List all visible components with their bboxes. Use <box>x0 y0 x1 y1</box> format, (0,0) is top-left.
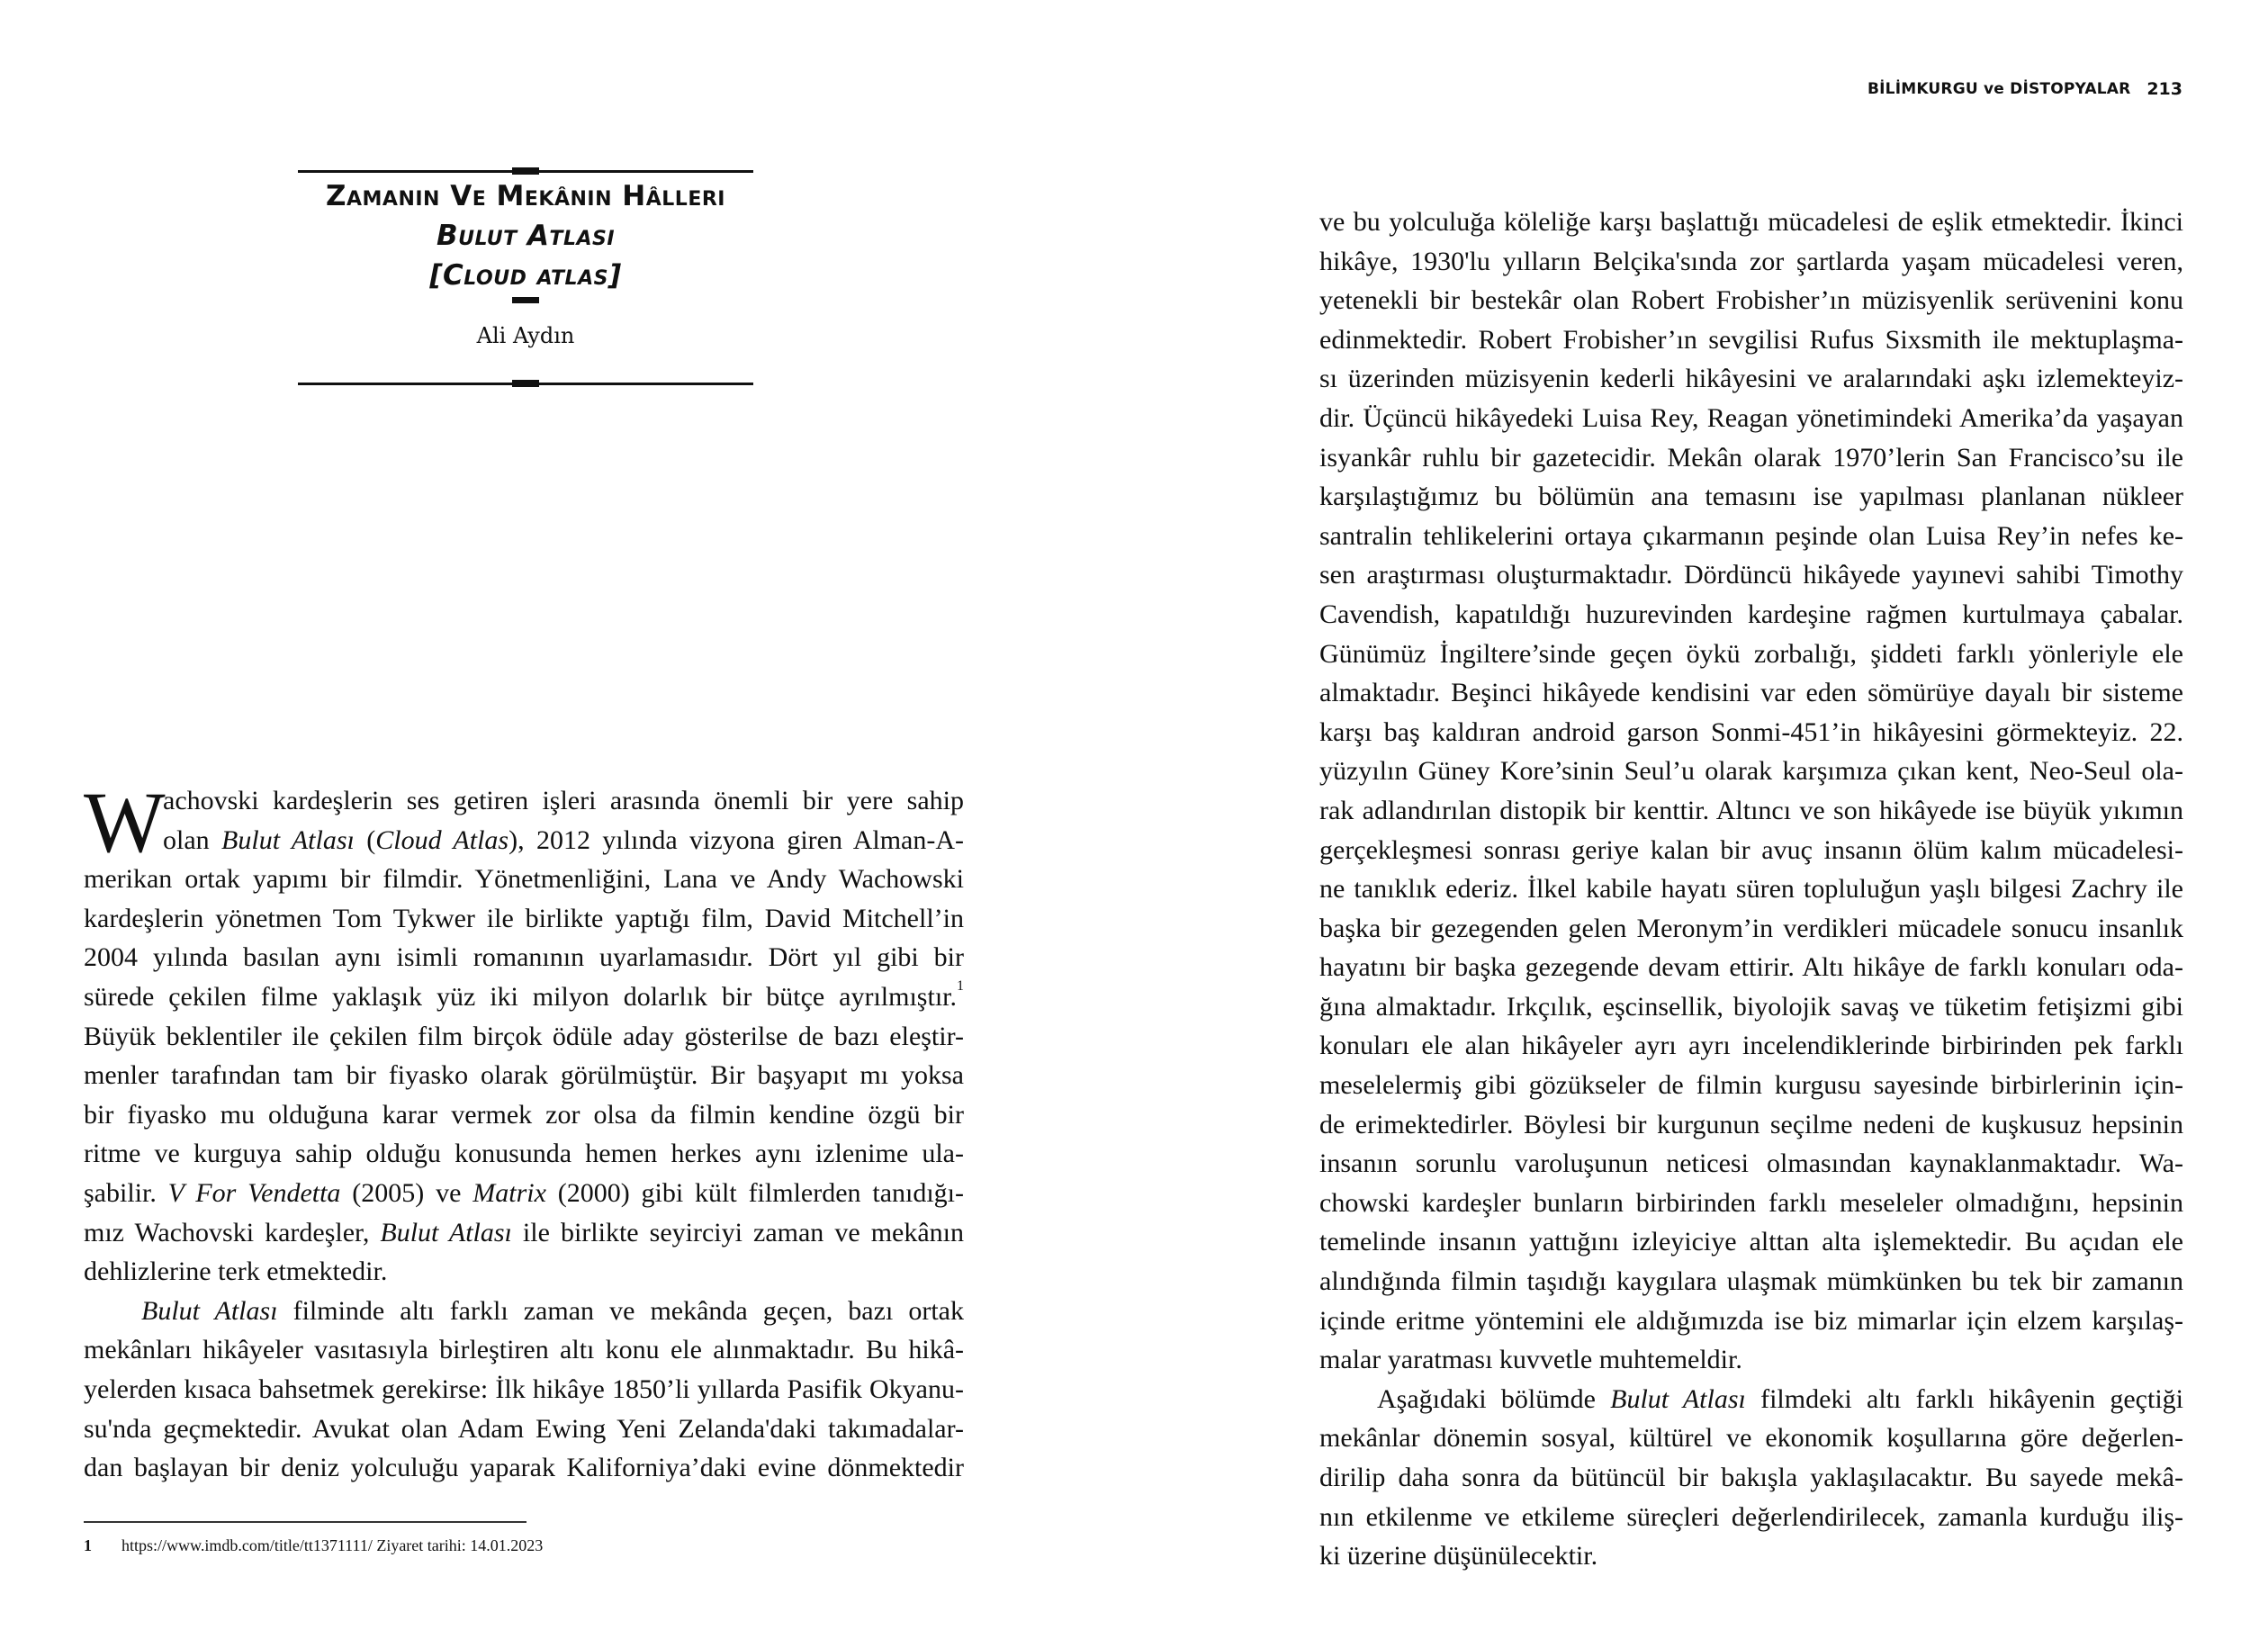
title-divider-bar <box>512 297 539 303</box>
title-top-rule <box>298 170 753 173</box>
right-page <box>1134 0 2268 1630</box>
footnote-ref: 1 <box>957 977 964 994</box>
text-line: dir. Üçüncü hikâyedeki Luisa Rey, Reagan yönetimindeki Amerika’da yaşayan <box>1319 402 2183 433</box>
text-line: merikan ortak yapımı bir filmdir. Yönetmenliğini, Lana ve Andy Wachowski <box>84 864 964 895</box>
left-body-text <box>84 774 964 1488</box>
text-line: Cavendish, kapatıldığı huzurevinden kardeşine rağmen kurtulmaya çabalar. <box>1319 599 2183 629</box>
chapter-subtitle: Bulut Atlası <box>436 220 616 252</box>
text-line: sen araştırması oluşturmaktadır. Dördüncü hikâyede yayınevi sahibi Timothy <box>1319 560 2183 590</box>
text-line: dan başlayan bir deniz yolculuğu yaparak Kaliforniya’daki evine dönmektedir <box>84 1453 964 1483</box>
text-line: Aşağıdaki bölümde Bulut Atlası filmdeki altı farklı hikâyenin geçtiği <box>1377 1383 2183 1414</box>
text-line: 2004 yılında basılan aynı isimli romanının uyarlamasıdır. Dört yıl gibi bir <box>84 942 964 973</box>
film-title: V For Vendetta <box>167 1177 341 1208</box>
text-line: dehlizlerine terk etmektedir. <box>84 1256 388 1287</box>
text-line: santralin tehlikelerini ortaya çıkarmanın peşinde olan Luisa Rey’in nefes ke- <box>1319 520 2183 551</box>
film-title: Bulut Atlası <box>380 1217 512 1247</box>
running-header <box>1868 77 2182 101</box>
text-line: yetenekli bir bestekâr olan Robert Frobisher’ın müzisyenlik serüvenini konu <box>1319 285 2183 316</box>
rule-ornament <box>512 167 539 175</box>
title-bottom-rule <box>298 383 753 385</box>
text-line: ne tanıklık ederiz. İlkel kabile hayatı süren topluluğun yaşlı bilgesi Zachry ile <box>1319 874 2183 905</box>
text-line: dirilip daha sonra da bütüncül bir bakışla yaklaşılacaktır. Bu sayede mekâ- <box>1319 1463 2183 1492</box>
text-line: temelinde insanın yattığını izleyiciye alttan alta işlemektedir. Bu açıdan ele <box>1319 1227 2183 1257</box>
text-line: şabilir. V For Vendetta (2005) ve Matrix (2000) gibi kült filmlerden tanıdığı- <box>84 1177 964 1208</box>
text-line: chowski kardeşler bunların birbirinden farklı meseleler olmadığını, hepsinin <box>1319 1187 2183 1218</box>
text-line: yelerden kısaca bahsetmek gerekirse: İlk hikâye 1850’li yıllarda Pasifik Okyanu- <box>84 1373 964 1404</box>
text-line: ve bu yolculuğa köleliğe karşı başlattığı mücadelesi de eşlik etmektedir. İkinci <box>1319 207 2183 237</box>
page-number: 213 <box>2146 79 2182 99</box>
text-line: kardeşlerin yönetmen Tom Tykwer ile birlikte yaptığı film, David Mitchell’in <box>84 903 964 933</box>
text-line: meselelermiş gibi gözükseler de filmin kurgusu sayesinde birbirlerinin için- <box>1319 1070 2183 1101</box>
section-title: BİLİMKURGU ve DİSTOPYALAR <box>1868 80 2131 98</box>
text-line: ritme ve kurguya sahip olduğu konusunda hemen herkes aynı izlenime ula- <box>84 1139 964 1169</box>
chapter-title-block <box>298 167 753 389</box>
text-line: karşılaştığımız bu bölümün ana temasını ise yapılması planlanan nükleer <box>1319 482 2183 512</box>
text-line: mekânlar dönemin sosyal, kültürel ve ekonomik koşullarına göre değerlen- <box>1319 1423 2183 1454</box>
right-body-text <box>1319 203 2183 1576</box>
footnote-separator <box>84 1521 526 1523</box>
text-line: de erimektedirler. Böylesi bir kurgunun seçilme nedeni de kuşkusuz hepsinin <box>1319 1109 2183 1139</box>
text-line: edinmektedir. Robert Frobisher’ın sevgilisi Rufus Sixsmith ile mektuplaşma- <box>1319 324 2183 355</box>
chapter-original-title: [Cloud atlas] <box>429 259 622 292</box>
text-line: ki üzerine düşünülecektir. <box>1319 1541 1598 1571</box>
text-line: menler tarafından tam bir fiyasko olarak görülmüştür. Bir başyapıt mı yoksa <box>84 1060 964 1091</box>
text-line: malar yaratması kuvvetle muhtemeldir. <box>1319 1345 1742 1375</box>
film-title: Bulut Atlası <box>141 1295 278 1326</box>
text-line: mekânları hikâyeler vasıtasıyla birleştiren altı konu ele alınmaktadır. Bu hikâ- <box>84 1335 964 1365</box>
text-line: insanın sorunlu varoluşunun neticesi olmasından kaynaklanmaktadır. Wa- <box>1319 1148 2183 1179</box>
text-line: Bulut Atlası filminde altı farklı zaman ve mekânda geçen, bazı ortak <box>141 1295 964 1326</box>
text-line: sı üzerinden müzisyenin kederli hikâyesini ve aralarındaki aşkı izlemekteyiz- <box>1319 364 2183 394</box>
film-title: Matrix <box>472 1177 546 1208</box>
text-line: yüzyılın Güney Kore’sinin Seul’u olarak karşımıza çıkan kent, Neo-Seul ola- <box>1319 756 2183 787</box>
text-line: isyankâr ruhlu bir gazetecidir. Mekân olarak 1970’lerin San Francisco’su ile <box>1319 442 2183 473</box>
text-line: su'nda geçmektedir. Avukat olan Adam Ewing Yeni Zelanda'daki takımadalar- <box>84 1413 964 1444</box>
footnote <box>84 1534 894 1557</box>
text-line: rak adlandırılan distopik bir kenttir. Altıncı ve son hikâyede ise büyük yıkımın <box>1319 795 2183 825</box>
text-line: almaktadır. Beşinci hikâyede kendisini var eden sömürüye dayalı bir sisteme <box>1319 678 2183 708</box>
text-line: içinde eritme yöntemini ele aldığımızda ise biz mimarlar için elzem karşılaş- <box>1319 1305 2183 1336</box>
footnote-text: https://www.imdb.com/title/tt1371111/ Ziyaret tarihi: 14.01.2023 <box>122 1536 544 1554</box>
text-line: gerçekleşmesi sonrası geriye kalan bir avuç insanın ölüm kalım mücadelesi- <box>1319 834 2183 865</box>
text-line: karşı baş kaldıran android garson Sonmi-451’in hikâyesini görmekteyiz. 22. <box>1319 716 2183 747</box>
chapter-author: Ali Aydın <box>476 323 575 348</box>
text-line: mız Wachovski kardeşler, Bulut Atlası ile birlikte seyirciyi zaman ve mekânın <box>84 1217 964 1247</box>
film-title: Bulut Atlası <box>221 824 355 855</box>
text-line: konuları ele alan hikâyeler ayrı ayrı incelendiklerinde birbirinden pek farklı <box>1319 1031 2183 1061</box>
text-line: sürede çekilen filme yaklaşık yüz iki milyon dolarlık bir bütçe ayrılmıştır.$^1$ <box>84 977 964 1012</box>
text-line: başka bir gezegenden gelen Meronym’in verdikleri mücadele sonucu insanlık <box>1319 913 2183 943</box>
text-line: bir fiyasko mu olduğuna karar vermek zor olsa da filmin kendine özgü bir <box>84 1099 964 1130</box>
film-title: Bulut Atlası <box>1610 1383 1746 1414</box>
drop-cap: W <box>84 774 166 870</box>
text-line: achovski kardeşlerin ses getiren işleri arasında önemli bir yere sahip <box>163 786 964 815</box>
text-line: olan Bulut Atlası (Cloud Atlas), 2012 yılında vizyona giren Alman-A- <box>163 824 964 855</box>
text-line: alındığında filmin taşıdığı kaygılara ulaşmak mümkünken bu tek bir zamanın <box>1319 1266 2183 1297</box>
footnote-number: 1 <box>84 1536 92 1554</box>
text-line: ğına almaktadır. Irkçılık, eşcinsellik, biyolojik savaş ve tüketim fetişizmi gibi <box>1319 991 2183 1022</box>
text-line: hayatını bir başka gezegende devam ettirir. Altı hikâye de farklı konuları oda- <box>1319 952 2183 983</box>
chapter-title: Zamanın Ve Mekânın Hâlleri <box>326 180 725 212</box>
text-line: Büyük beklentiler ile çekilen film birçok ödüle aday gösterilse de bazı eleştir- <box>84 1021 964 1051</box>
film-title: Cloud Atlas <box>375 824 509 855</box>
text-line: Günümüz İngiltere’sinde geçen öykü zorbalığı, şiddeti farklı yönleriyle ele <box>1319 638 2183 669</box>
text-line: hikâye, 1930'lu yılların Belçika'sında zor şartlarda yaşam mücadelesi veren, <box>1319 246 2183 276</box>
text-line: nın etkilenme ve etkileme süreçleri değerlendirilecek, zamanla kurduğu iliş- <box>1319 1501 2183 1532</box>
rule-ornament <box>512 380 539 387</box>
